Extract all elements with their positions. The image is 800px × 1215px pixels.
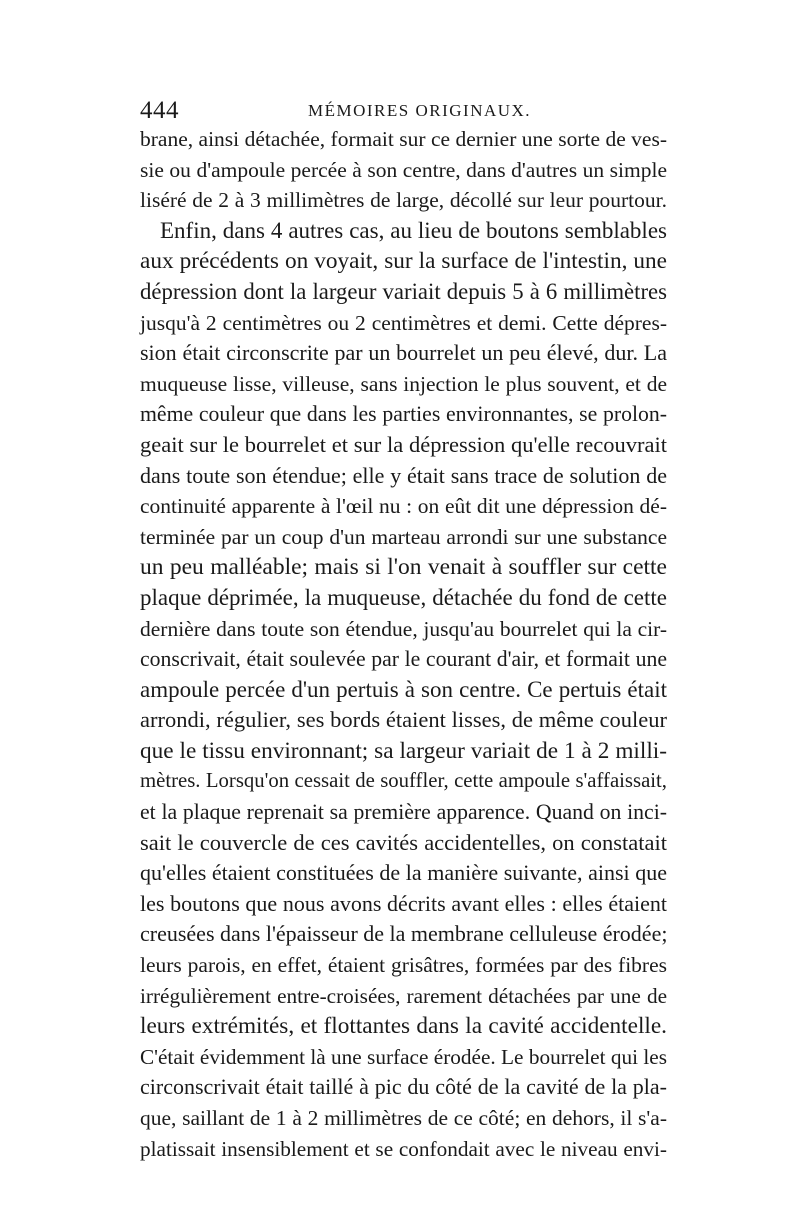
text-line: et la plaque reprenait sa première apparence. Quand on inci- [140, 800, 667, 825]
text-line: circonscrivait était taillé à pic du côté de la cavité de la pla- [140, 1074, 667, 1100]
text-line: C'était évidemment là une surface érodée. Le bourrelet qui les [140, 1044, 667, 1069]
text-line: dernière dans toute son étendue, jusqu'au bourrelet qui la cir- [140, 616, 667, 641]
text-line: creusées dans l'épaisseur de la membrane celluleuse érodée; [140, 921, 668, 947]
text-line: arrondi, régulier, ses bords étaient lisses, de même couleur [140, 707, 667, 733]
text-line: muqueuse lisse, villeuse, sans injection le plus souvent, et de [140, 371, 667, 396]
running-head [140, 96, 667, 126]
page-number: 444 [140, 97, 179, 124]
text-line: sie ou d'ampoule percée à son centre, dans d'autres un simple [140, 157, 667, 182]
text-line: mètres. Lorsqu'on cessait de souffler, cette ampoule s'affaissait, [140, 770, 667, 793]
text-line: leurs extrémités, et flottantes dans la cavité accidentelle. [140, 1013, 667, 1040]
text-line: plaque déprimée, la muqueuse, détachée du fond de cette [140, 584, 667, 610]
text-line: leurs parois, en effet, étaient grisâtres, formées par des fibres [140, 953, 667, 978]
text-line: ampoule percée d'un pertuis à son centre. Ce pertuis était [140, 676, 667, 702]
text-line: sait le couvercle de ces cavités accidentelles, on constatait [140, 829, 667, 855]
text-line: les boutons que nous avons décrits avant elles : elles étaient [140, 890, 667, 916]
text-line: dans toute son étendue; elle y était sans trace de solution de [140, 462, 667, 488]
text-line: que le tissu environnant; sa largeur variait de 1 à 2 milli- [140, 737, 667, 764]
text-line: platissait insensiblement et se confondait avec le niveau envi- [140, 1136, 667, 1161]
text-line: un peu malléable; mais si l'on venait à souffler sur cette [140, 554, 667, 581]
text-line: geait sur le bourrelet et sur la dépression qu'elle recouvrait [140, 431, 667, 457]
text-line: brane, ainsi détachée, formait sur ce dernier une sorte de ves- [140, 127, 667, 151]
running-title: MÉMOIRES ORIGINAUX. [308, 101, 532, 120]
text-line: continuité apparente à l'œil nu : on eût dit une dépression dé- [140, 494, 667, 519]
text-line: terminée par un coup d'un marteau arrondi sur une substance [140, 524, 667, 549]
text-line: sion était circonscrite par un bourrelet un peu élevé, dur. La [140, 340, 667, 366]
text-line: conscrivait, était soulevée par le courant d'air, et formait une [140, 647, 667, 672]
text-line: qu'elles étaient constituées de la manière suivante, ainsi que [140, 860, 667, 886]
body-text [140, 124, 667, 1164]
text-line: irrégulièrement entre-croisées, rarement détachées par une de [140, 983, 667, 1008]
text-line: dépression dont la largeur variait depuis 5 à 6 millimètres [140, 278, 667, 304]
text-line: liséré de 2 à 3 millimètres de large, décollé sur leur pourtour. [140, 188, 667, 213]
text-line: que, saillant de 1 à 2 millimètres de ce côté; en dehors, il s'a- [140, 1106, 667, 1130]
text-line: aux précédents on voyait, sur la surface de l'intestin, une [140, 248, 667, 275]
text-line: jusqu'à 2 centimètres ou 2 centimètres et demi. Cette dépres- [140, 310, 667, 335]
text-line: Enfin, dans 4 autres cas, au lieu de boutons semblables [160, 217, 667, 243]
text-line: même couleur que dans les parties environnantes, se prolon- [140, 402, 667, 427]
